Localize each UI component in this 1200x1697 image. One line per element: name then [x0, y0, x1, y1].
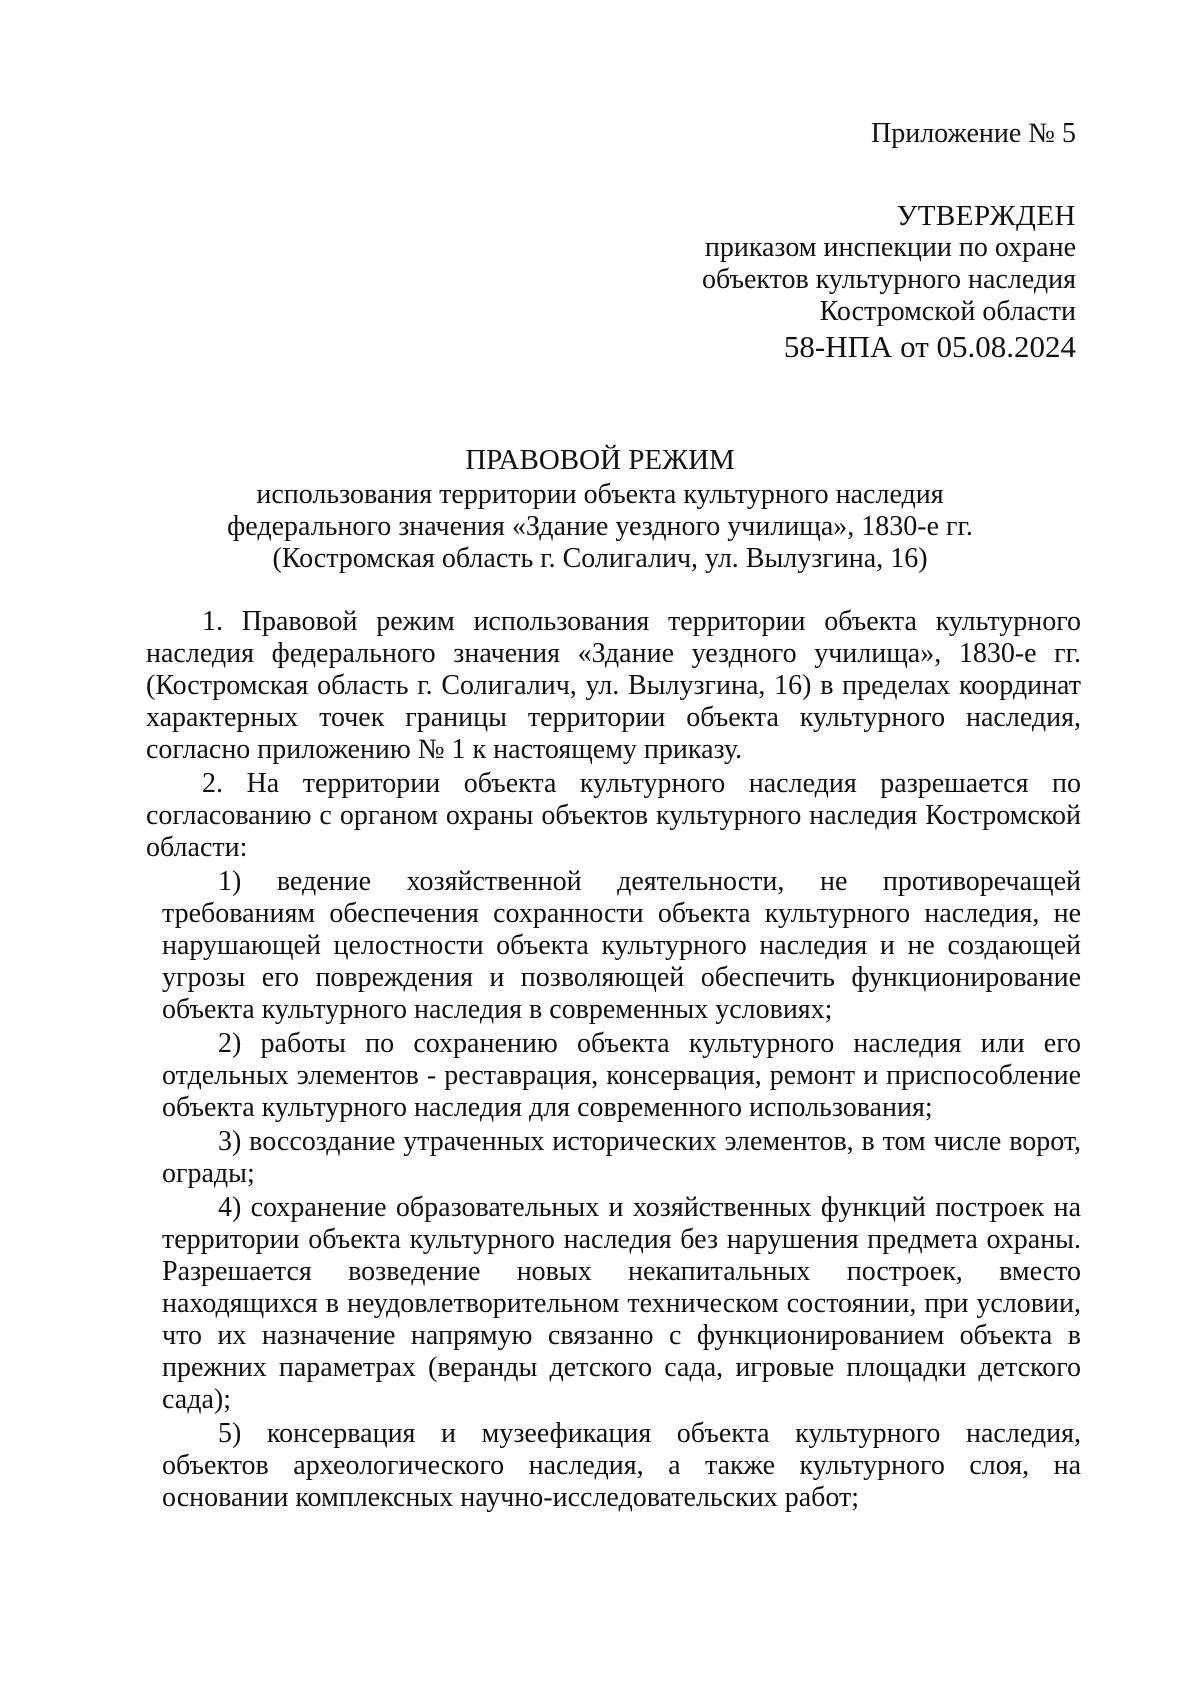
list-item-5: 5) консервация и музеефикация объекта культурного наследия, объектов археологического наследия, а также культурного слоя, на основании комплексных научно-исследовательских работ;: [162, 1418, 1081, 1513]
paragraph-2: 2. На территории объекта культурного наследия разрешается по согласованию с органом охраны объектов культурного наследия Костромской области:: [146, 768, 1081, 863]
approval-line-1: приказом инспекции по охране: [704, 232, 1076, 263]
document-body: [146, 606, 1081, 1516]
list-item-4: 4) сохранение образовательных и хозяйственных функций построек на территории объекта культурного наследия без нарушения предмета охраны. Разрешается возведение новых некапитальных построек, вместо находящихся в неудовлетворительном техническом состоянии, при условии, что их назначение напрямую связанно с функционированием объекта в прежних параметрах (веранды детского сада, игровые площадки детского сада);: [162, 1192, 1081, 1415]
title-line-1: использования территории объекта культурного наследия: [256, 479, 944, 510]
approval-line-2: объектов культурного наследия: [701, 264, 1076, 295]
order-number: 58-НПА от 05.08.2024: [783, 329, 1076, 364]
approved-label: УТВЕРЖДЕН: [896, 200, 1076, 232]
list-item-2: 2) работы по сохранению объекта культурного наследия или его отдельных элементов - реставрация, консервация, ремонт и приспособление объекта культурного наследия для современного использования;: [162, 1028, 1081, 1123]
list-item-1: 1) ведение хозяйственной деятельности, не противоречащей требованиям обеспечения сохранности объекта культурного наследия, не нарушающей целостности объекта культурного наследия и не создающей угрозы его повреждения и позволяющей обеспечить функционирование объекта культурного наследия в современных условиях;: [162, 866, 1081, 1025]
list-item-3: 3) воссоздание утраченных исторических элементов, в том числе ворот, ограды;: [162, 1126, 1081, 1189]
appendix-label: Приложение № 5: [871, 118, 1076, 149]
approval-block: [702, 118, 1076, 366]
title-main: ПРАВОВОЙ РЕЖИМ: [465, 444, 735, 476]
approval-line-3: Костромской области: [819, 296, 1076, 327]
paragraph-1: 1. Правовой режим использования территории объекта культурного наследия федерального значения «Здание уездного училища», 1830-е гг. (Костромская область г. Солигалич, ул. Вылузгина, 16) в пределах координат характерных точек границы территории объекта культурного наследия, согласно приложению № 1 к настоящему приказу.: [146, 606, 1081, 765]
title-line-2: федерального значения «Здание уездного училища», 1830-е гг.: [227, 511, 973, 542]
title-line-3: (Костромская область г. Солигалич, ул. Вылузгина, 16): [272, 543, 928, 574]
document-title: [0, 444, 1200, 575]
